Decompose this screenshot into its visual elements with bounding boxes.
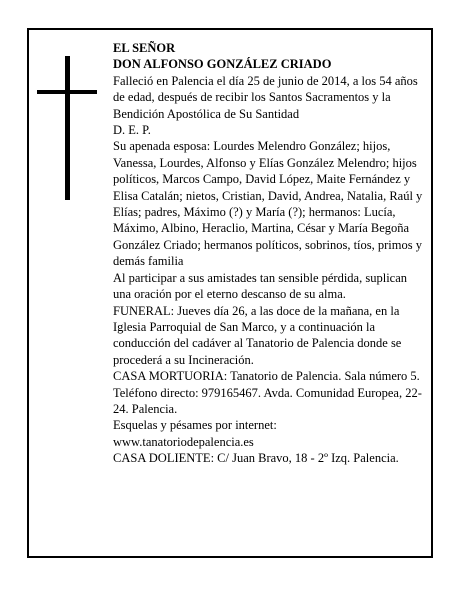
mortuary-text: CASA MORTUORIA: Tanatorio de Palencia. Sala número 5. Teléfono directo: 979165467. Avda. Comunidad Europea, 22-24. Palencia. [113,369,422,416]
request-text: Al participar a sus amistades tan sensible pérdida, suplican una oración por el eterno descanso de su alma. [113,270,408,302]
cross-horizontal-bar [37,90,97,94]
funeral-text: FUNERAL: Jueves día 26, a las doce de la mañana, en la Iglesia Parroquial de San Marco, y a continuación la conducción del cadáver al Tanatorio de Palencia donde se procederá a su Incineración. [113,303,402,367]
obituary-content [113,40,423,467]
family-text: Su apenada esposa: Lourdes Melendro González; hijos, Vanessa, Lourdes, Alfonso y Elías González Melendro; hijos políticos, Marcos Campo, David López, Maite Fernández y Elisa Catalán; nietos, Cristian, David, Andrea, Natalia, Raúl y Elías; padres, Máximo (?) y María (?); hermanos: Lucía, Máximo, Albino, Heraclio, Martina, César y María Begoña González Criado; hermanos políticos, sobrinos, tíos, primos y demás familia [113,139,423,269]
website-link[interactable]: www.tanatoriodepalencia.es [113,434,254,449]
cross-icon [37,56,97,200]
heading: EL SEÑOR [113,41,176,55]
deceased-name: DON ALFONSO GONZÁLEZ CRIADO [113,57,332,72]
internet-label: Esquelas y pésames por internet: [113,418,277,433]
death-text: Falleció en Palencia el día 25 de junio de 2014, a los 54 años de edad, después de recibir los Santos Sacramentos y la Bendición Apostólica de Su Santidad [113,73,418,121]
house-text: CASA DOLIENTE: C/ Juan Bravo, 18 - 2º Izq. Palencia. [113,451,399,466]
cross-vertical-bar [65,56,70,200]
rip-text: D. E. P. [113,123,151,138]
